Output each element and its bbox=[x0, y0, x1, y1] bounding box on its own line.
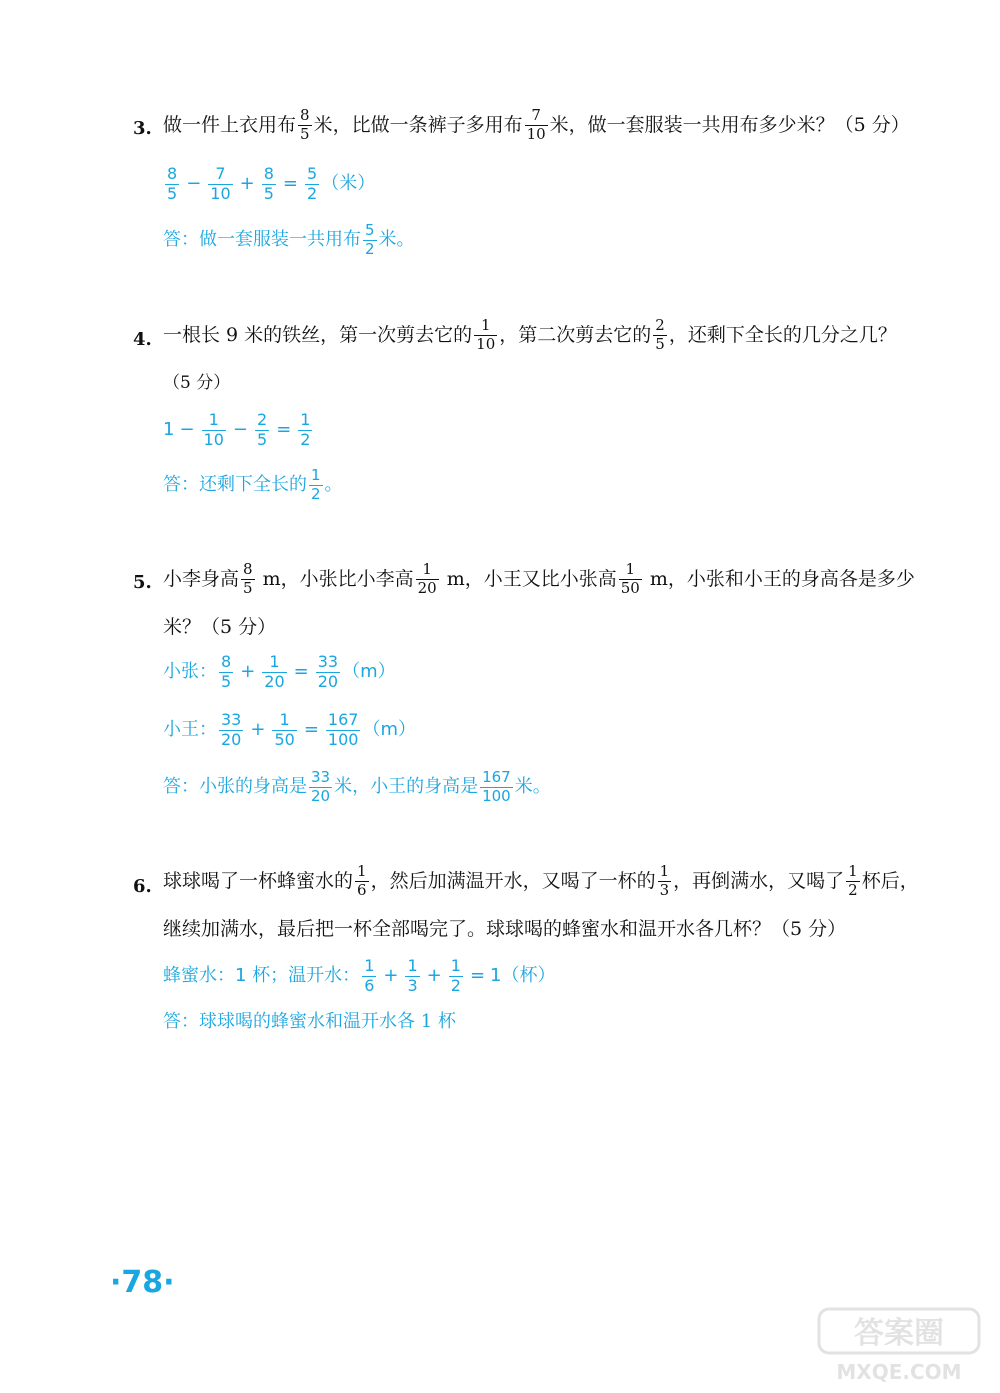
question-4-calculation: 1 − $\frac{1}{10}$ − $\frac{2}{5}$ = $\frac{1}{2}$ bbox=[163, 410, 311, 449]
fraction: $\frac{2}{5}$ bbox=[655, 316, 665, 353]
fraction: $\frac{5}{2}$ bbox=[307, 164, 318, 203]
fraction: $\frac{5}{2}$ bbox=[365, 221, 375, 258]
fraction: $\frac{33}{20}$ bbox=[317, 652, 339, 691]
fraction: $\frac{1}{10}$ bbox=[203, 410, 224, 449]
question-4-number: 4. bbox=[133, 329, 152, 350]
fraction: $\frac{1}{6}$ bbox=[357, 862, 367, 899]
watermark-title: 答案圈 bbox=[854, 1316, 944, 1351]
fraction: $\frac{167}{100}$ bbox=[327, 710, 359, 749]
fraction: $\frac{8}{5}$ bbox=[167, 164, 178, 203]
question-3-answer: 答：做一套服装一共用布 $\frac{5}{2}$ 米。 bbox=[163, 221, 415, 258]
fraction: $\frac{8}{5}$ bbox=[243, 560, 253, 597]
fraction: $\frac{1}{3}$ bbox=[407, 956, 418, 995]
page-number: ·78· bbox=[110, 1265, 175, 1300]
question-6-number: 6. bbox=[133, 876, 152, 897]
fraction: $\frac{1}{2}$ bbox=[450, 956, 461, 995]
fraction: $\frac{1}{10}$ bbox=[476, 316, 496, 353]
fraction: $\frac{1}{50}$ bbox=[274, 710, 295, 749]
question-6-calculation: 蜂蜜水：1 杯；温开水： $\frac{1}{6}$ + $\frac{1}{3}$ + $\frac{1}{2}$ = 1（杯） bbox=[163, 956, 556, 995]
question-6-answer: 答：球球喝的蜂蜜水和温开水各 1 杯 bbox=[163, 1011, 456, 1032]
fraction: $\frac{7}{10}$ bbox=[210, 164, 231, 203]
fraction: $\frac{1}{2}$ bbox=[311, 466, 321, 503]
fraction: $\frac{33}{20}$ bbox=[311, 768, 331, 805]
question-5-answer: 答：小张的身高是 $\frac{33}{20}$ 米，小王的身高是 $\frac{167}{100}$ 米。 bbox=[163, 768, 551, 805]
question-4-text: 一根长 9 米的铁丝，第一次剪去它的 $\frac{1}{10}$ ，第二次剪去它的 $\frac{2}{5}$ ，还剩下全长的几分之几？ bbox=[163, 316, 897, 353]
question-5-text-continued: 米？（5 分） bbox=[163, 616, 277, 638]
question-3-calculation: $\frac{8}{5}$ − $\frac{7}{10}$ + $\frac{8}{5}$ = $\frac{5}{2}$ （米） bbox=[167, 164, 376, 203]
fraction: $\frac{1}{2}$ bbox=[300, 410, 311, 449]
fraction: $\frac{1}{50}$ bbox=[620, 560, 640, 597]
fraction: $\frac{1}{2}$ bbox=[848, 862, 858, 899]
fraction: $\frac{33}{20}$ bbox=[221, 710, 242, 749]
question-6-text-continued: 继续加满水，最后把一杯全部喝完了。球球喝的蜂蜜水和温开水各几杯？（5 分） bbox=[163, 918, 847, 940]
fraction: $\frac{1}{20}$ bbox=[417, 560, 437, 597]
fraction: $\frac{167}{100}$ bbox=[482, 768, 511, 805]
question-3-text: 做一件上衣用布 $\frac{8}{5}$ 米，比做一条裤子多用布 $\frac{7}{10}$ 米，做一套服装一共用布多少米？（5 分） bbox=[163, 106, 910, 143]
question-5-calculation-1: 小张： $\frac{8}{5}$ + $\frac{1}{20}$ = $\frac{33}{20}$ （m） bbox=[163, 652, 396, 691]
watermark-url: MXQE.COM bbox=[836, 1360, 962, 1384]
question-6-text: 球球喝了一杯蜂蜜水的 $\frac{1}{6}$ ，然后加满温开水，又喝了一杯的 $\frac{1}{3}$ ，再倒满水，又喝了 $\frac{1}{2}$ 杯后， bbox=[163, 862, 919, 899]
fraction: $\frac{8}{5}$ bbox=[263, 164, 274, 203]
question-5-number: 5. bbox=[133, 572, 152, 593]
question-4-score: （5 分） bbox=[163, 373, 231, 393]
question-5-calculation-2: 小王： $\frac{33}{20}$ + $\frac{1}{50}$ = $\frac{167}{100}$ （m） bbox=[163, 710, 416, 749]
fraction: $\frac{1}{3}$ bbox=[659, 862, 670, 899]
fraction: $\frac{1}{20}$ bbox=[264, 652, 285, 691]
fraction: $\frac{8}{5}$ bbox=[221, 652, 232, 691]
question-5-text: 小李身高 $\frac{8}{5}$ m，小张比小李高 $\frac{1}{20}$ m，小王又比小张高 $\frac{1}{50}$ m，小张和小王的身高各是多少 bbox=[163, 560, 915, 597]
fraction: $\frac{7}{10}$ bbox=[526, 106, 546, 143]
fraction: $\frac{8}{5}$ bbox=[300, 106, 310, 143]
fraction: $\frac{1}{6}$ bbox=[364, 956, 375, 995]
question-3-number: 3. bbox=[133, 118, 152, 139]
fraction: $\frac{2}{5}$ bbox=[257, 410, 268, 449]
watermark-logo bbox=[811, 1305, 986, 1385]
question-4-answer: 答：还剩下全长的 $\frac{1}{2}$ 。 bbox=[163, 466, 343, 503]
